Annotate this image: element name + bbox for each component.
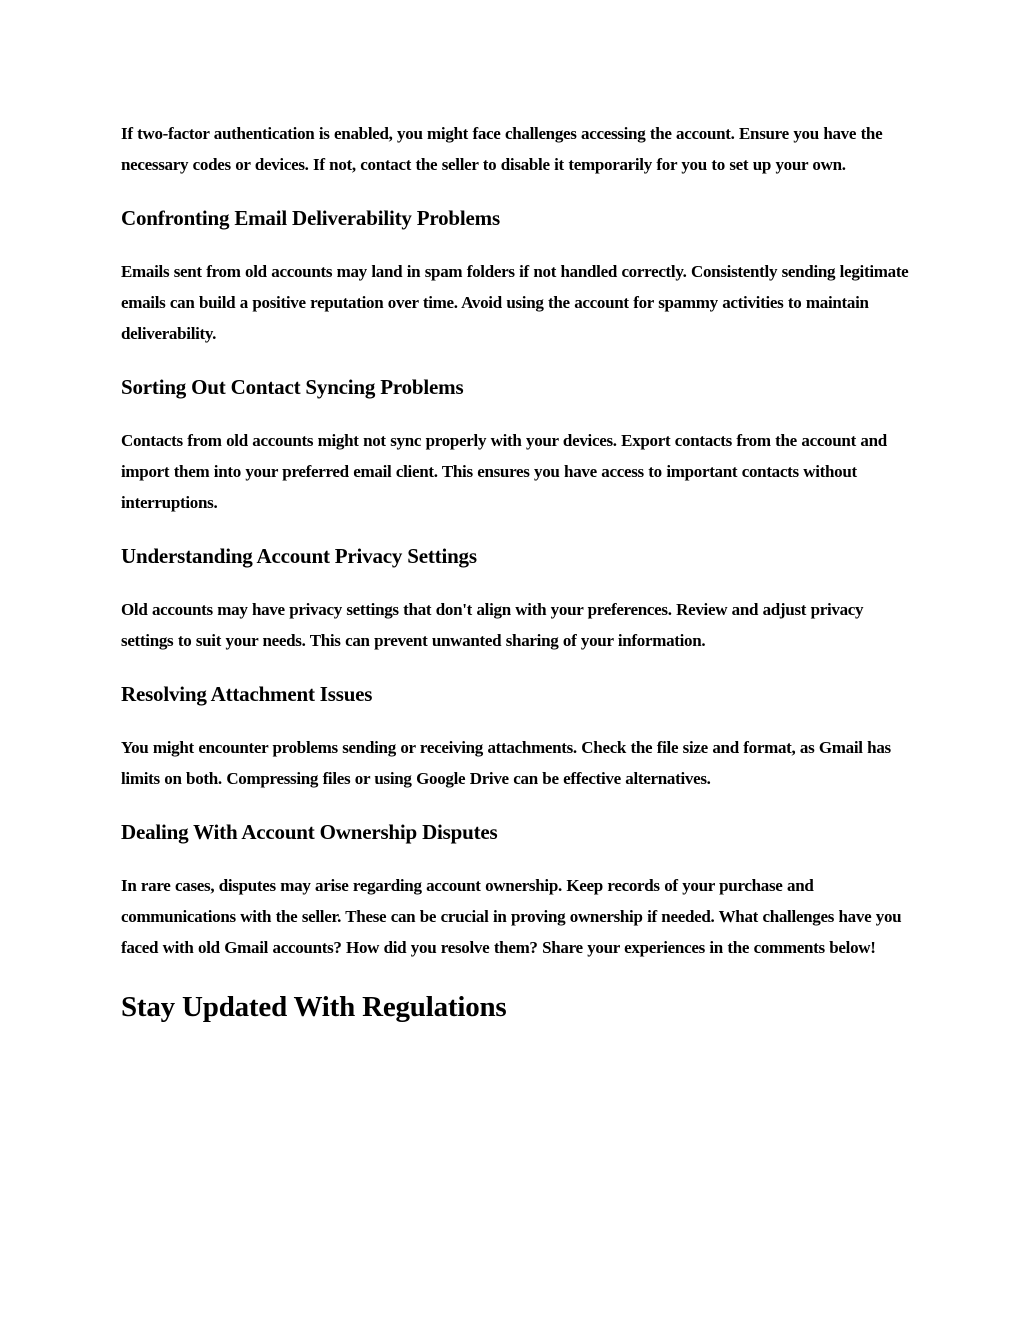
article-paragraph: Contacts from old accounts might not sync properly with your devices. Export contacts from the account and import them into your preferred email client. This ensures you have access to important contacts without interruptions.	[121, 431, 887, 512]
section-subheading: Confronting Email Deliverability Problems	[121, 206, 500, 230]
section-subheading: Dealing With Account Ownership Disputes	[121, 820, 498, 844]
section-subheading: Sorting Out Contact Syncing Problems	[121, 375, 464, 399]
section-subheading: Resolving Attachment Issues	[121, 682, 373, 706]
article-paragraph: In rare cases, disputes may arise regarding account ownership. Keep records of your purchase and communications with the seller. These can be crucial in proving ownership if needed. What challenges have you faced with old Gmail accounts? How did you resolve them? Share your experiences in the comments below!	[121, 876, 902, 957]
section-heading: Stay Updated With Regulations	[121, 991, 507, 1023]
article-paragraph: If two-factor authentication is enabled, you might face challenges accessing the account. Ensure you have the necessary codes or devices. If not, contact the seller to disable it temporarily for you to set up your own.	[121, 124, 883, 174]
article-content	[121, 118, 911, 1026]
section-subheading: Understanding Account Privacy Settings	[121, 544, 477, 568]
article-paragraph: Emails sent from old accounts may land in spam folders if not handled correctly. Consistently sending legitimate emails can build a positive reputation over time. Avoid using the account for spammy activities to maintain deliverability.	[121, 262, 909, 343]
article-paragraph: You might encounter problems sending or receiving attachments. Check the file size and format, as Gmail has limits on both. Compressing files or using Google Drive can be effective alternatives.	[121, 738, 891, 788]
article-paragraph: Old accounts may have privacy settings that don't align with your preferences. Review and adjust privacy settings to suit your needs. This can prevent unwanted sharing of your information.	[121, 600, 864, 650]
